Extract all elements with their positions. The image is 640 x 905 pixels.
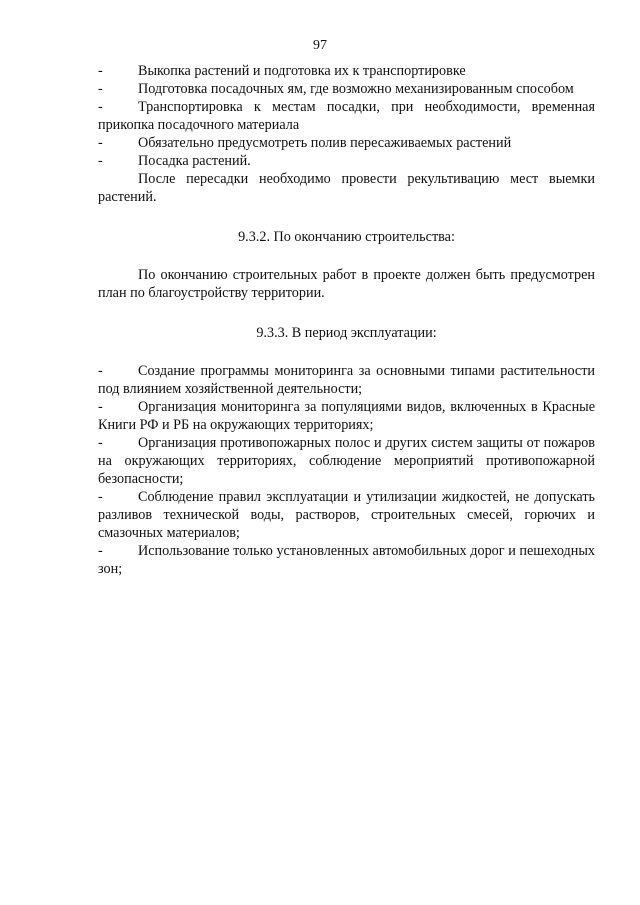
list-bullet: - (98, 363, 103, 379)
section-heading-932: 9.3.2. По окончанию строительства: (238, 229, 455, 245)
list-item (98, 134, 595, 152)
list-bullet: - (98, 543, 103, 559)
recultivation-paragraph: После пересадки необходимо провести рекультивацию мест выемки растений. (98, 171, 595, 205)
list-bullet: - (98, 435, 103, 451)
list-item (98, 98, 595, 134)
list-item-text: Обязательно предусмотреть полив пересаживаемых растений (138, 135, 512, 151)
page-number: 97 (313, 38, 327, 53)
list-bullet: - (98, 135, 103, 151)
list-item (98, 62, 595, 80)
list-item (98, 362, 595, 398)
list-item (98, 542, 595, 578)
after-construction-paragraph: По окончанию строительных работ в проекте должен быть предусмотрен план по благоустройству территории. (98, 267, 595, 301)
spacer (98, 246, 595, 266)
spacer (98, 206, 595, 228)
list-item-text: Соблюдение правил эксплуатации и утилизации жидкостей, не допускать разливов технической воды, растворов, строительных смесей, горючих и смазочных материалов; (98, 489, 595, 541)
transplant-steps-list (98, 62, 595, 170)
list-item-text: Подготовка посадочных ям, где возможно механизированным способом (138, 81, 574, 97)
list-item (98, 434, 595, 488)
page-content (98, 62, 595, 578)
section-heading-933: 9.3.3. В период эксплуатации: (256, 325, 437, 341)
list-item-text: Создание программы мониторинга за основными типами растительности под влиянием хозяйственной деятельности; (98, 363, 595, 397)
spacer (98, 342, 595, 362)
list-item (98, 398, 595, 434)
list-bullet: - (98, 153, 103, 169)
list-item-text: Организация противопожарных полос и других систем защиты от пожаров на окружающих территориях, соблюдение мероприятий противопожарной безопасности; (98, 435, 595, 487)
list-item-text: Транспортировка к местам посадки, при необходимости, временная прикопка посадочного материала (98, 99, 595, 133)
list-bullet: - (98, 81, 103, 97)
list-bullet: - (98, 63, 103, 79)
list-bullet: - (98, 99, 103, 115)
spacer (98, 302, 595, 324)
list-bullet: - (98, 399, 103, 415)
list-item (98, 488, 595, 542)
operation-measures-list (98, 362, 595, 578)
list-item-text: Использование только установленных автомобильных дорог и пешеходных зон; (98, 543, 595, 577)
list-item (98, 152, 595, 170)
list-item-text: Организация мониторинга за популяциями видов, включенных в Красные Книги РФ и РБ на окружающих территориях; (98, 399, 595, 433)
list-item-text: Посадка растений. (138, 153, 251, 169)
list-item (98, 80, 595, 98)
list-item-text: Выкопка растений и подготовка их к транспортировке (138, 63, 466, 79)
list-bullet: - (98, 489, 103, 505)
